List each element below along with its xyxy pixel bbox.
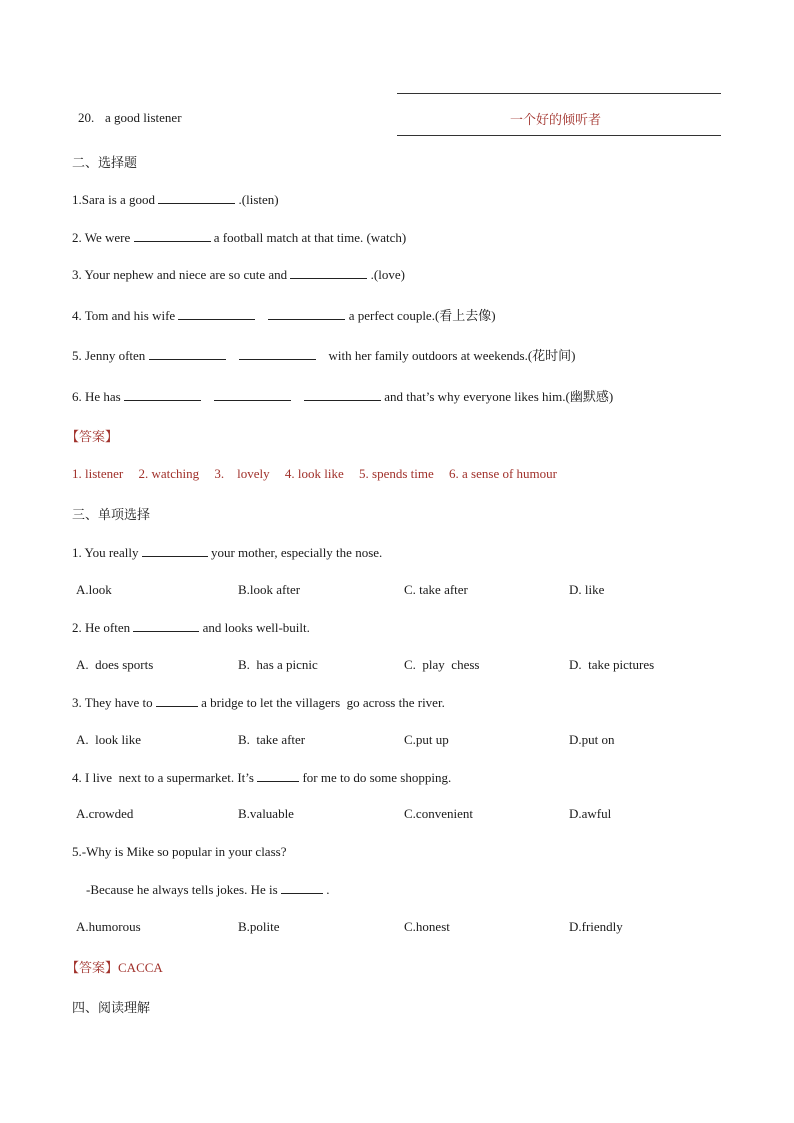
question-hint: a perfect couple.(看上去像) — [348, 308, 496, 323]
mc-3-option-d[interactable]: D.put on — [569, 732, 615, 747]
question-hint: a football match at that time. (watch) — [213, 230, 407, 245]
answer-blank[interactable] — [178, 307, 255, 320]
answer-blank[interactable] — [239, 347, 316, 360]
section-2-answer-label: 【答案】 — [66, 430, 119, 445]
question-text: We were — [84, 230, 131, 245]
mc-4-option-c[interactable]: C.convenient — [404, 806, 473, 821]
question-text: Tom and his wife — [84, 308, 176, 323]
question-number: 2. — [72, 230, 82, 245]
mc-3-option-a[interactable]: A. look like — [76, 732, 141, 747]
question-text: He has — [85, 389, 121, 404]
mc-2-option-d[interactable]: D. take pictures — [569, 657, 655, 672]
item-20-number: 20. — [78, 110, 95, 125]
fill-question-3 — [72, 266, 405, 283]
mc-question-2-stem: 2. He often and looks well-built. — [72, 620, 310, 635]
section-2-answers — [72, 466, 569, 482]
mc-1-option-d[interactable]: D. like — [569, 582, 605, 597]
answer-blank[interactable] — [156, 694, 198, 707]
answer-blank[interactable] — [133, 619, 199, 632]
answer-item: 3. lovely — [214, 466, 270, 481]
item-20-translation: 一个好的倾听者 — [510, 113, 602, 128]
question-hint: .(love) — [370, 267, 405, 282]
question-number: 1. — [72, 192, 82, 207]
mc-5-option-a[interactable]: A.humorous — [76, 919, 141, 934]
answer-blank[interactable] — [134, 229, 211, 242]
mc-2-option-c[interactable]: C. play chess — [404, 657, 480, 672]
answer-item: 6. a sense of humour — [449, 466, 557, 481]
section-3-answer-label: 【答案】 — [66, 961, 119, 976]
answer-blank[interactable] — [268, 307, 345, 320]
mc-5-option-d[interactable]: D.friendly — [569, 919, 623, 934]
question-number: 6. — [72, 389, 82, 404]
answer-blank[interactable] — [142, 544, 208, 557]
question-text: Jenny often — [85, 348, 146, 363]
answer-blank[interactable] — [214, 388, 291, 401]
question-hint: with her family outdoors at weekends.(花时间) — [328, 348, 576, 363]
mc-3-option-b[interactable]: B. take after — [238, 732, 306, 747]
mc-question-5-stem-line2: -Because he always tells jokes. He is . — [86, 882, 330, 897]
section-3-title: 三、单项选择 — [72, 508, 151, 523]
mc-3-option-c[interactable]: C.put up — [404, 732, 449, 747]
top-rule-upper — [397, 93, 721, 94]
question-number: 5. — [72, 348, 82, 363]
question-text: Your nephew and niece are so cute and — [84, 267, 288, 282]
item-20-phrase: a good listener — [105, 110, 182, 125]
mc-question-1-stem: 1. You really your mother, especially the nose. — [72, 545, 383, 560]
mc-2-option-a[interactable]: A. does sports — [76, 657, 154, 672]
mc-4-option-a[interactable]: A.crowded — [76, 806, 134, 821]
mc-2-option-b[interactable]: B. has a picnic — [238, 657, 318, 672]
answer-blank[interactable] — [158, 191, 235, 204]
top-rule-lower — [397, 135, 721, 136]
section-4-title: 四、阅读理解 — [72, 1001, 151, 1016]
mc-5-option-b[interactable]: B.polite — [238, 919, 280, 934]
mc-1-option-a[interactable]: A.look — [76, 582, 112, 597]
question-hint: and that’s why everyone likes him.(幽默感) — [384, 389, 614, 404]
mc-question-4-stem: 4. I live next to a supermarket. It’s for me to do some shopping. — [72, 770, 452, 785]
question-text: Sara is a good — [81, 192, 156, 207]
fill-question-4 — [72, 305, 496, 324]
answer-blank[interactable] — [257, 769, 299, 782]
mc-1-option-c[interactable]: C. take after — [404, 582, 468, 597]
fill-question-2 — [72, 229, 406, 246]
question-number: 3. — [72, 267, 82, 282]
answer-blank[interactable] — [124, 388, 201, 401]
answer-item: 2. watching — [138, 466, 200, 481]
answer-item: 4. look like — [284, 466, 344, 481]
section-3-answer-value: CACCA — [118, 960, 163, 975]
section-2-title: 二、选择题 — [72, 156, 138, 171]
answer-blank[interactable] — [290, 266, 367, 279]
answer-item: 1. listener — [72, 466, 124, 481]
answer-blank[interactable] — [281, 881, 323, 894]
fill-question-6 — [72, 386, 613, 405]
mc-question-3-stem: 3. They have to a bridge to let the villagers go across the river. — [72, 695, 445, 710]
mc-4-option-b[interactable]: B.valuable — [238, 806, 294, 821]
fill-question-5 — [72, 345, 576, 364]
answer-item: 5. spends time — [359, 466, 434, 481]
question-hint: .(listen) — [238, 192, 279, 207]
question-number: 4. — [72, 308, 82, 323]
answer-blank[interactable] — [304, 388, 381, 401]
section-3-answer — [66, 957, 163, 976]
mc-question-5-stem: 5.-Why is Mike so popular in your class? — [72, 844, 287, 859]
mc-5-option-c[interactable]: C.honest — [404, 919, 450, 934]
fill-question-1 — [72, 191, 279, 208]
answer-blank[interactable] — [149, 347, 226, 360]
mc-4-option-d[interactable]: D.awful — [569, 806, 612, 821]
mc-1-option-b[interactable]: B.look after — [238, 582, 301, 597]
